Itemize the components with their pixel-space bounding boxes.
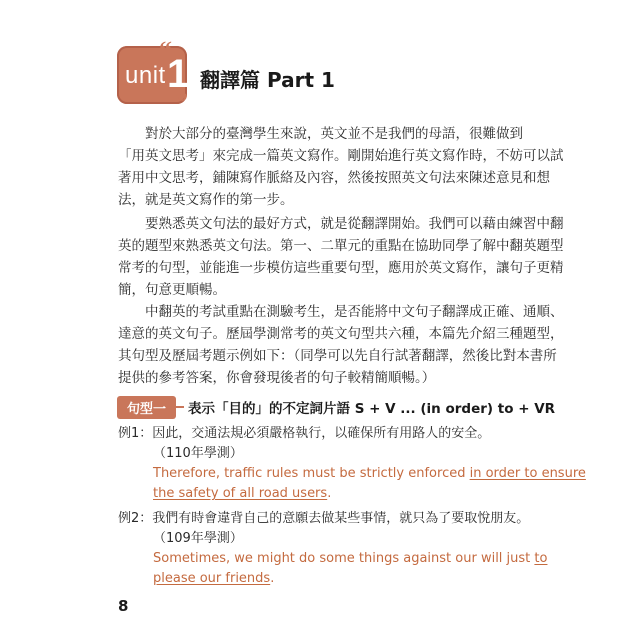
- example-2-chinese: [118, 509, 529, 529]
- english-underlined: in order to ensure: [469, 466, 586, 481]
- example-2-source: （109年學測）: [153, 531, 243, 546]
- example-2-english-line-2: [153, 569, 274, 589]
- quote-close-icon: ”: [175, 88, 188, 117]
- example-chinese-text: 因此，交通法規必須嚴格執行，以確保所有用路人的安全。: [152, 426, 491, 441]
- english-plain: .: [327, 486, 332, 501]
- paragraph-line: 達意的英文句子。歷屆學測常考的英文句型共六種，本篇先介紹三種題型，: [118, 326, 564, 342]
- example-1-source: （110年學測）: [153, 446, 243, 461]
- paragraph-line: 其句型及歷屆考題示例如下：（同學可以先自行試著翻譯，然後比對本書所: [118, 348, 557, 364]
- unit-number: 1: [167, 52, 190, 96]
- example-1-chinese: [118, 424, 490, 444]
- paragraph-line: 簡，句意更順暢。: [118, 282, 226, 298]
- paragraph-line: 對於大部分的臺灣學生來說，英文並不是我們的母語，很難做到: [145, 126, 523, 142]
- pattern-text: 表示「目的」的不定詞片語 S + V ... (in order) to + VR: [188, 401, 556, 417]
- english-plain: .: [270, 571, 275, 586]
- paragraph-1: [118, 123, 564, 211]
- english-underlined: the safety of all road users: [153, 486, 328, 501]
- unit-word: unit: [125, 62, 166, 89]
- quote-open-icon: “: [159, 36, 172, 65]
- paragraph-line: 「用英文思考」來完成一篇英文寫作。剛開始進行英文寫作時，不妨可以試: [118, 148, 564, 164]
- paragraph-line: 法，就是英文寫作的第一步。: [118, 192, 294, 208]
- paragraph-line: 英的題型來熟悉英文句法。第一、二單元的重點在協助同學了解中翻英題型: [118, 238, 564, 254]
- unit-badge: [117, 36, 190, 117]
- example-1-english-line-2: [153, 484, 331, 504]
- page-number: 8: [118, 597, 129, 615]
- example-chinese-text: 我們有時會違背自己的意願去做某些事情，就只為了要取悅朋友。: [152, 511, 530, 526]
- example-1-english-line-1: [153, 464, 586, 484]
- english-plain: Sometimes, we might do some things against our will just: [153, 551, 535, 566]
- example-label: 例1：: [118, 426, 153, 441]
- paragraph-line: 要熟悉英文句法的最好方式，就是從翻譯開始。我們可以藉由練習中翻: [145, 216, 564, 232]
- page-title: 翻譯篇 Part 1: [200, 68, 335, 92]
- pattern-divider: [176, 406, 184, 408]
- paragraph-line: 提供的參考答案，你會發現後者的句子較精簡順暢。）: [118, 370, 436, 386]
- paragraph-line: 著用中文思考，鋪陳寫作脈絡及內容，然後按照英文句法來陳述意見和想: [118, 170, 550, 186]
- english-underlined: please our friends: [153, 571, 271, 586]
- example-2-english-line-1: [153, 549, 547, 569]
- paragraph-3: [118, 301, 564, 389]
- pattern-tag: 句型一: [117, 396, 176, 419]
- pattern-heading: [117, 396, 555, 418]
- example-label: 例2：: [118, 511, 153, 526]
- english-plain: Therefore, traffic rules must be strictly enforced: [153, 466, 470, 481]
- paragraph-line: 常考的句型，並能進一步模仿這些重要句型，應用於英文寫作，讓句子更精: [118, 260, 564, 276]
- paragraph-2: [118, 213, 564, 301]
- english-underlined: to: [534, 551, 548, 566]
- paragraph-line: 中翻英的考試重點在測驗考生，是否能將中文句子翻譯成正確、通順、: [145, 304, 564, 320]
